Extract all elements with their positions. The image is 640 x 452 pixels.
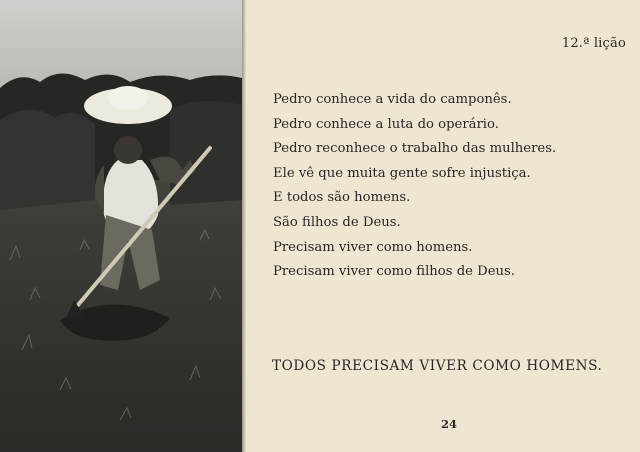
text-page <box>246 0 640 452</box>
lesson-line: Pedro conhece a luta do operário. <box>273 116 499 132</box>
lesson-line: Ele vê que muita gente sofre injustiça. <box>273 165 531 181</box>
lesson-line: Precisam viver como homens. <box>273 239 473 255</box>
photo-illustration <box>0 0 242 452</box>
lesson-line: Pedro conhece a vida do camponês. <box>273 92 512 107</box>
lesson-lines <box>273 88 556 285</box>
lesson-label: 12.ª lição <box>561 36 626 51</box>
lesson-line: Pedro reconhece o trabalho das mulheres. <box>273 141 557 157</box>
head <box>114 136 142 164</box>
page-number: 24 <box>441 417 458 431</box>
lesson-line: Precisam viver como filhos de Deus. <box>273 264 515 280</box>
lesson-line: São filhos de Deus. <box>273 214 401 230</box>
straw-hat-crown <box>108 86 148 110</box>
motto-line: TODOS PRECISAM VIVER COMO HOMENS. <box>272 358 603 374</box>
bush-left <box>0 109 95 210</box>
photo-peasant-hoeing <box>0 0 242 452</box>
lesson-line: E todos são homens. <box>273 190 411 206</box>
